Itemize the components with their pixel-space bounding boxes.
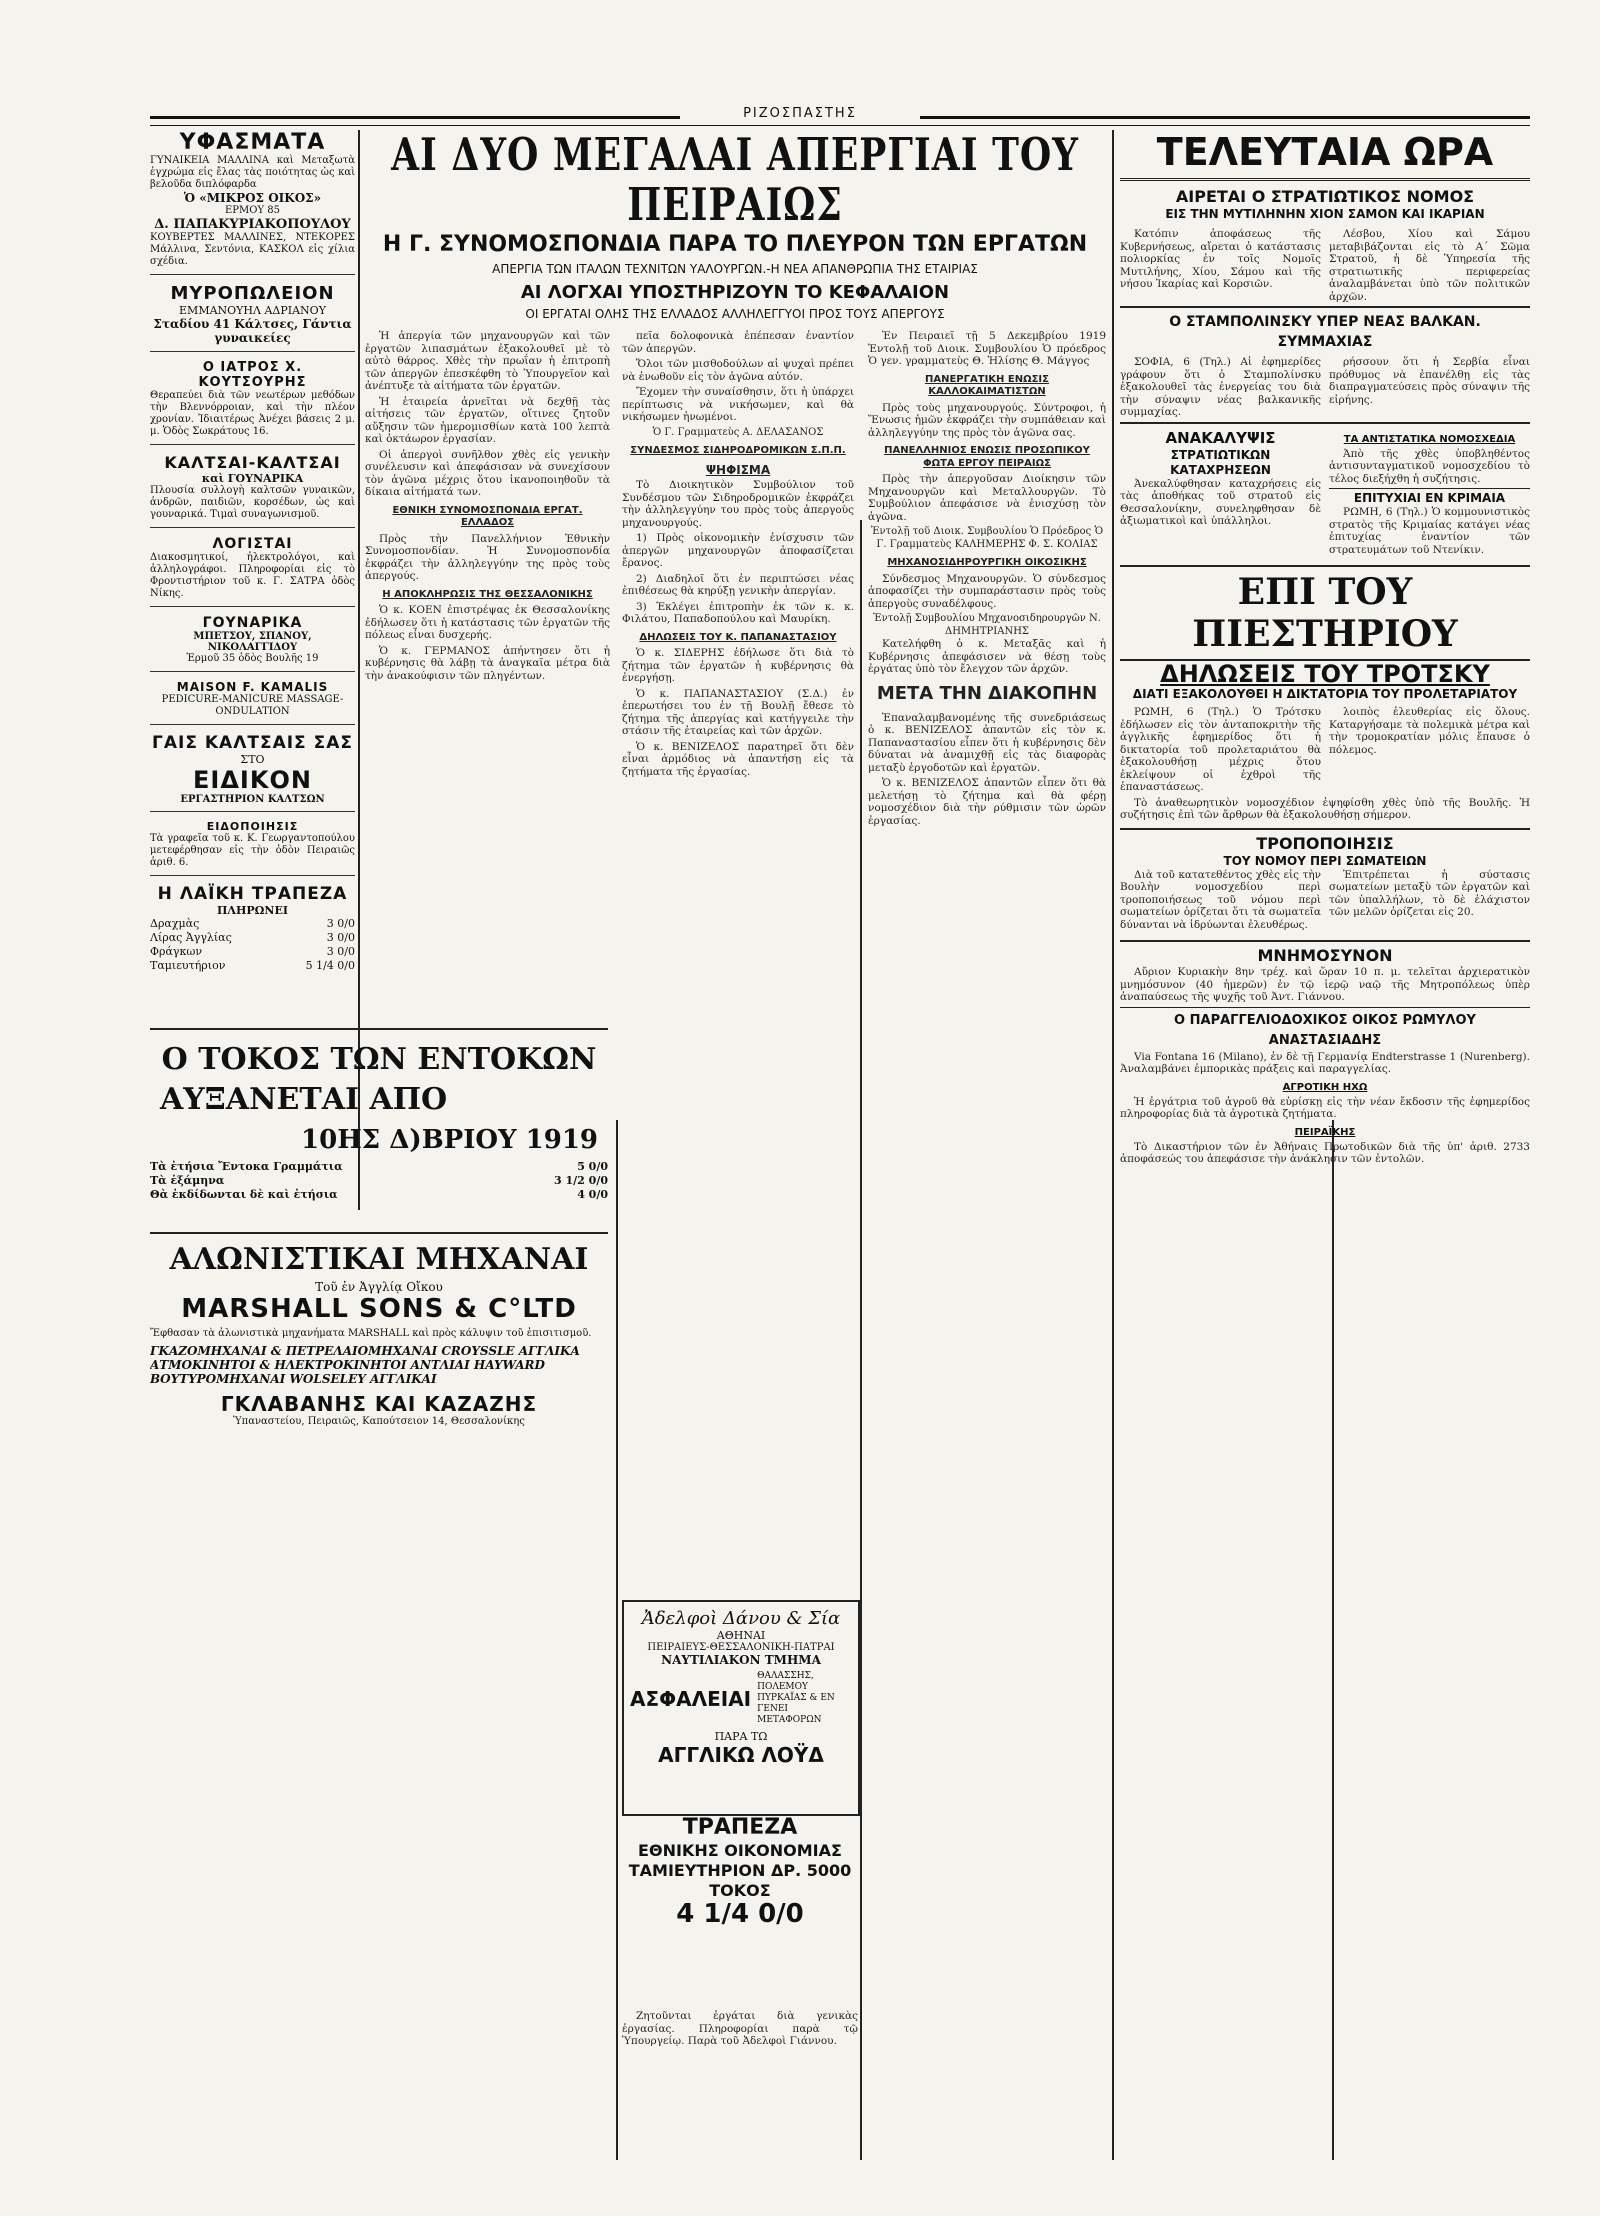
paragraph: Πρὸς τὴν ἀπεργοῦσαν Διοίκησιν τῶν Μηχανουργῶν καὶ Μεταλλουργῶν. Τὸ Συμβούλιον ἀπεφάσισε νὰ ἐνισχύσῃ τὸν ἀγῶνα. — [868, 473, 1106, 523]
paragraph: Ὁ κ. ΚΟΕΝ ἐπιστρέψας ἐκ Θεσσαλονίκης ἐδήλωσεν ὅτι ἡ κατάστασις τῶν ἐργατῶν τῆς πόλεως εἶναι δυσχερής. — [365, 604, 610, 641]
ad-title: Ο ΙΑΤΡΟΣ Χ. ΚΟΥΤΣΟΥΡΗΣ — [198, 360, 307, 390]
two-col-text — [1120, 228, 1530, 306]
signature: Ὁ Γ. Γραμματεὺς Α. ΔΕΛΑΣΑΝΟΣ — [652, 426, 824, 438]
deck-headline: ΟΙ ΕΡΓΑΤΑΙ ΟΛΗΣ ΤΗΣ ΕΛΛΑΔΟΣ ΑΛΛΗΛΕΓΓΥΟΙ ΠΡΟΣ ΤΟΥΣ ΑΠΕΡΓΟΥΣ — [525, 307, 945, 321]
ad-laiki-trapeza — [150, 884, 355, 973]
notice-bottom — [622, 2010, 858, 2160]
section-rule — [150, 1028, 608, 1030]
insurance-para: ΠΑΡΑ ΤΩ — [714, 1730, 768, 1743]
signature: Ἐντολῇ Συμβουλίου Μηχανοσιδηρουργῶν Ν. ΔΗΜΗΤΡΙΑΝΗΣ — [873, 613, 1101, 637]
bank2-line4: ΤΟΚΟΣ — [709, 1881, 771, 1900]
ad-title: ΓΟΥΝΑΡΙΚΑ — [202, 615, 303, 631]
paragraph: 2) Διαδηλοῖ ὅτι ἐν περιπτώσει νέας ἐπιθέσεως θὰ κηρύξῃ γενικὴν ἀπεργίαν. — [622, 572, 854, 597]
paragraph: Ἔχομεν τὴν συναίσθησιν, ὅτι ἡ ὑπάρχει περίπτωσις νὰ νικήσωμεν, καὶ θὰ νικήσωμεν ἡνωμένοι. — [622, 386, 854, 423]
ad-text: Διακοσμητικοί, ἠλεκτρολόγοι, καὶ ἀλληλογράφοι. Πληροφορίαι εἰς τὸ Φροντιστήριον τοῦ κ. Γ. ΣΑΤΡΑ ὁδὸς Νίκης. — [150, 552, 355, 599]
paragraph: ρήσσουν ὅτι ἡ Σερβία εἶναι πρόθυμος νὰ ἐπανέλθῃ εἰς τὰς διαπραγματεύσεις πρὸς σύναψιν τῆς εἰρήνης. — [1329, 356, 1530, 406]
bank2-line1: ΤΡΑΠΕΖΑ — [682, 1815, 798, 1840]
section-misc — [1329, 428, 1530, 560]
notice-title: ΕΙΔΟΠΟΙΗΣΙΣ — [206, 820, 299, 833]
paragraph: Τὸ ἀναθεωρητικὸν νομοσχέδιον ἐψηφίσθη χθὲς ὑπὸ τῆς Βουλῆς. Ἡ συζήτησις ἐπὶ τῶν ἄρθρων θὰ ἐξακολουθήσῃ σήμερον. — [1120, 796, 1530, 821]
ad-doctor — [150, 360, 355, 445]
insurance-types: ΘΑΛΑΣΣΗΣ, ΠΟΛΕΜΟΥ ΠΥΡΚΑΪΑΣ & ΕΝ ΓΕΝΕΙ ΜΕΤΑΦΟΡΩΝ — [757, 1671, 835, 1725]
paragraph: Λέσβου, Χίου καὶ Σάμου μεταβιβάζονται εἰς τὸ Α΄ Σῶμα Στρατοῦ, ἡ δὲ Ὑπηρεσία τῆς στρατιωτικῆς περιφερείας ἀναλαμβάνεται ὑπὸ τῶν πολιτικῶν ἀρχῶν. — [1329, 228, 1530, 303]
ad-extra: ΚΟΥΒΕΡΤΕΣ ΜΑΛΛΙΝΕΣ, ΝΤΕΚΟΡΕΣ Μάλλινα, Σεντόνια, ΚΑΣΚΟΛ εἰς χίλια σχέδια. — [150, 232, 355, 267]
tokos-line3: 10ΗΣ Δ)ΒΡΙΟΥ 1919 — [301, 1125, 598, 1155]
bank2-line3: ΤΑΜΙΕΥΤΗΡΙΟΝ ΔΡ. 5000 — [628, 1861, 852, 1880]
ad-owner: Δ. ΠΑΠΑΚΥΡΙΑΚΟΠΟΥΛΟΥ — [154, 217, 351, 232]
ad-eidikon — [150, 733, 355, 812]
headline: ΑΝΑΚΑΛΥΨΙΣ — [1165, 428, 1276, 447]
paragraph: Ὅλοι τῶν μισθοδούλων αἱ ψυχαὶ πρέπει νὰ ἑνωθοῦν εἰς τὸν ἀγῶνα αὐτόν. — [622, 358, 854, 383]
marshall-address: Ὑπαναστείου, Πειραιῶς, Καπούτσειον 14, Θεσσαλονίκης — [233, 1416, 525, 1427]
section-subhead: ΠΑΝΕΡΓΑΤΙΚΗ ΕΝΩΣΙΣ ΚΑΛΛΟΚΑΙΜΑΤΙΣΤΩΝ — [925, 373, 1049, 397]
paragraph: Σύνδεσμος Μηχανουργῶν. Ὁ σύνδεσμος ἀποφασίζει τὴν συμπαράστασιν πρὸς τοὺς ἀπεργοὺς συναδέλφους. — [868, 572, 1106, 610]
firm-cities: ΠΕΙΡΑΙΕΥΣ-ΘΕΣΣΑΛΟΝΙΚΗ-ΠΑΤΡΑΙ — [647, 1642, 835, 1653]
last-hour-headline: ΤΕΛΕΥΤΑΙΑ ΩΡΑ — [1120, 130, 1530, 181]
paragraph: πεῖα δολοφονικὰ ἐπέπεσαν ἐναντίον τῶν ἀπεργῶν. — [622, 330, 854, 355]
tokos-line2: ΑΥΞΑΝΕΤΑΙ ΑΠΟ — [160, 1082, 448, 1117]
ad-danou-insurance — [622, 1600, 860, 1816]
paragraph: Ὁ κ. ΠΑΠΑΝΑΣΤΑΣΙΟΥ (Σ.Δ.) ἐν ἐπερωτήσει του ἐν τῇ Βουλῇ ἔθεσε τὸ ζήτημα τῆς ἀπεργίας καὶ κατήγγειλε τὴν στάσιν τῆς ἐταιρείας καὶ τῶν ἀρχῶν. — [622, 687, 854, 737]
ad-title: ΓΑΙΣ ΚΑΛΤΣΑΙΣ ΣΑΣ — [152, 733, 353, 753]
paragraph: Κατελήφθη ὁ κ. Μεταξᾶς καὶ ἡ Κυβέρνησις ἀπεφάσισεν νὰ θέσῃ τοὺς ἐργάτας ὑπὸ τὸν ἔλεγχον τῶν ἀρχῶν. — [868, 638, 1106, 675]
headline-mnimosynon: ΜΝΗΜΟΣΥΝΟΝ — [1120, 940, 1530, 966]
two-col-section — [1120, 422, 1530, 560]
ad-logistai — [150, 536, 355, 607]
paragraph: ΡΩΜΗ, 6 (Τηλ.) Ὁ κομμουνιστικὸς στρατὸς τῆς Κριμαίας κατάγει νέας ἐπιτυχίας ἐναντίον τῶν στρατευμάτων τοῦ Ντενίκιν. — [1329, 506, 1530, 556]
rate-row: Τὰ ἐτήσια Ἔντοκα Γραμμάτια 5 0/0 — [150, 1160, 608, 1173]
section-subhead: ΣΥΝΔΕΣΜΟΣ ΣΙΔΗΡΟΔΡΟΜΙΚΩΝ Σ.Π.Π. — [630, 445, 846, 456]
ad-address: Ἑρμοῦ 35 ὁδὸς Βουλῆς 19 — [186, 653, 319, 664]
rate-row: Φράγκων 3 0/0 — [150, 945, 355, 958]
ad-title: ΥΦΑΣΜΑΤΑ — [179, 130, 326, 155]
marshall-firm: ΓΚΛΑΒΑΝΗΣ ΚΑΙ ΚΑΖΑΖΗΣ — [220, 1392, 538, 1416]
marshall-line: ΑΤΜΟΚΙΝΗΤΟΙ & ΗΛΕΚΤΡΟΚΙΝΗΤΟΙ ΑΝΤΛΙΑΙ HAYWARD — [150, 1358, 545, 1372]
bank-subtitle: ΠΛΗΡΩΝΕΙ — [217, 904, 288, 917]
paragraph: ΡΩΜΗ, 6 (Τηλ.) Ὁ Τρότσκυ ἐδήλωσεν εἰς τὸν ἀνταποκριτὴν τῆς ἀγγλικῆς ἐφημερίδος ὅτι ἡ δικτατορία τοῦ προλεταριάτου θὰ ἐξακολουθήσῃ μέχρις ὅτου ἐκλείψουν οἱ ἐχθροὶ τῆς ἐπαναστάσεως. — [1120, 706, 1321, 793]
ad-text: PEDICURE-MANICURE MASSAGE-ONDULATION — [161, 694, 344, 717]
ad-subtitle: καὶ ΓΟΥΝΑΡΙΚΑ — [201, 472, 304, 485]
signature: Ἐντολῇ τοῦ Διοικ. Συμβουλίου Ὁ Πρόεδρος Ὁ Γ. Γραμματεὺς ΚΑΛΗΜΕΡΗΣ Φ. Σ. ΚΟΛΙΑΣ — [870, 526, 1104, 550]
ad-title: ΜΥΡΟΠΩΛΕΙΟΝ — [170, 283, 335, 304]
column-divider — [1112, 130, 1114, 2160]
paragraph: Ὁ κ. ΒΕΝΙΖΕΛΟΣ ἀπαντῶν εἶπεν ὅτι θὰ μελετήσῃ τὸ ζήτημα καὶ θὰ φέρῃ νομοσχέδιον διὰ τὴν ρύθμισιν τῶν ὡρῶν ἐργασίας. — [868, 777, 1106, 827]
rate-row: Τὰ ἑξάμηνα 3 1/2 0/0 — [150, 1174, 608, 1187]
paragraph: Ἡ ἐργάτρια τοῦ ἀγροῦ θὰ εὑρίσκῃ εἰς τὴν νέαν ἔκδοσιν τῆς ἐφημερίδος πληροφορίας διὰ τὰ ἀγροτικὰ ζητήματα. — [1120, 1095, 1530, 1120]
headline: Ο ΣΤΑΜΠΟΛΙΝΣΚΥ ΥΠΕΡ ΝΕΑΣ ΒΑΛΚΑΝ. ΣΥΜΜΑΧΙΑΣ — [1120, 306, 1530, 352]
sub-headline: Η Γ. ΣΥΝΟΜΟΣΠΟΝΔΙΑ ΠΑΡΑ ΤΟ ΠΛΕΥΡΟΝ ΤΩΝ ΕΡΓΑΤΩΝ — [382, 232, 1088, 257]
paragraph: Τὸ Διοικητικὸν Συμβούλιον τοῦ Συνδέσμου τῶν Σιδηροδρομικῶν ἐκφράζει τὴν ἀλληλεγγύην του πρὸς τοὺς ἀπεργοὺς μηχανουργούς. — [622, 479, 854, 529]
paragraph: Ζητοῦνται ἐργάται διὰ γενικὰς ἐργασίας. Πληροφορίαι παρὰ τῷ Ὑπουργείῳ. Παρὰ τοῦ Ἀδελφοὶ Γιάννου. — [622, 2010, 858, 2047]
paragraph: Τὸ Δικαστήριον τῶν ἐν Ἀθήναις Πρωτοδικῶν διὰ τῆς ὑπ' ἀριθ. 2733 ἀποφάσεώς του ἀπεφάσισε τὴν ἀνάκλησιν τῶν ἐντολῶν. — [1120, 1140, 1530, 1165]
masthead-title: ΡΙΖΟΣΠΑΣΤΗΣ — [680, 106, 920, 121]
section-subhead: ΕΘΝΙΚΗ ΣΥΝΟΜΟΣΠΟΝΔΙΑ ΕΡΓΑΤ. ΕΛΛΑΔΟΣ — [392, 504, 583, 528]
section-subhead: ΑΓΡΟΤΙΚΗ ΗΧΩ — [1282, 1081, 1368, 1093]
paragraph: Οἱ ἀπεργοὶ συνῆλθον χθὲς εἰς γενικὴν συνέλευσιν καὶ ἀπεφάσισαν νὰ συνεχίσουν τὸν ἀγῶνα μέχρις ὅτου ἱκανοποιηθοῦν τὰ δίκαια αἰτήματά των. — [365, 448, 610, 498]
two-col-text — [1120, 356, 1530, 422]
ad-title: ΚΑΛΤΣΑΙ-ΚΑΛΤΣΑΙ — [164, 453, 341, 472]
headline-romylou: Ο ΠΑΡΑΓΓΕΛΙΟΔΟΧΙΚΟΣ ΟΙΚΟΣ ΡΩΜΥΛΟΥ ΑΝΑΣΤΑΣΙΑΔΗΣ — [1120, 1007, 1530, 1051]
ad-yfasmata — [150, 130, 355, 275]
deck-headline: ΣΤΡΑΤΙΩΤΙΚΩΝ ΚΑΤΑΧΡΗΣΕΩΝ — [1170, 447, 1271, 477]
section-headline: ΜΕΤΑ ΤΗΝ ΔΙΑΚΟΠΗΝ — [876, 682, 1098, 704]
ad-address: ΕΡΜΟΥ 85 — [225, 205, 280, 216]
main-headline-block — [365, 132, 1105, 322]
column-divider — [860, 520, 862, 2160]
section-rule — [150, 1232, 608, 1234]
marshall-title: ΑΛΩΝΙΣΤΙΚΑΙ ΜΗΧΑΝΑΙ — [169, 1242, 589, 1277]
section-subhead: ΨΗΦΙΣΜΑ — [705, 462, 771, 477]
ad-text: Σταδίου 41 Κάλτσες, Γάντια γυναικείες — [153, 317, 352, 345]
rate-row: Θὰ ἐκδίδωνται δὲ καὶ ἐτήσια 4 0/0 — [150, 1188, 608, 1201]
bank-title: Η ΛΑΪΚΗ ΤΡΑΠΕΖΑ — [157, 884, 348, 904]
section-subhead: ΜΗΧΑΝΟΣΙΔΗΡΟΥΡΓΙΚΗ ΟΙΚΟΣΙΚΗΣ — [887, 557, 1087, 568]
notice-text: Τὰ γραφεῖα τοῦ κ. Κ. Γεωργαντοπούλου μετεφέρθησαν εἰς τὴν ὁδὸν Πειραιῶς ἀριθ. 6. — [150, 833, 355, 868]
section-subhead: Η ΑΠΟΚΛΗΡΩΣΙΣ ΤΗΣ ΘΕΣΣΑΛΟΝΙΚΗΣ — [382, 588, 593, 600]
deck-headline: ΔΙΑΤΙ ΕΞΑΚΟΛΟΥΘΕΙ Η ΔΙΚΤΑΤΟΡΙΑ ΤΟΥ ΠΡΟΛΕΤΑΡΙΑΤΟΥ — [1132, 687, 1518, 701]
deck-headline-bold: ΑΙ ΛΟΓΧΑΙ ΥΠΟΣΤΗΡΙΖΟΥΝ ΤΟ ΚΕΦΑΛΑΙΟΝ — [520, 282, 950, 303]
paragraph: Κατόπιν ἀποφάσεως τῆς Κυβερνήσεως, αἴρεται ὁ κατάστασις πολιορκίας ἐν τοῖς Νομοῖς Μυτιλήνης, Χίου, Σάμου καὶ τῆς νήσου Ἰκαρίας καὶ Κορσιῶν. — [1120, 228, 1321, 290]
ad-gounarika — [150, 615, 355, 672]
ad-text: Θεραπεύει διὰ τῶν νεωτέρων μεθόδων τὴν Βλεννόρροιαν, καὶ τὴν πλέον χρονίαν. Ἰδιαιτέρως Ἀνέχει βάσεις 2 μ. μ. Ὁδὸς Σωκράτους 16. — [150, 390, 355, 437]
paragraph: Ὁ κ. ΒΕΝΙΖΕΛΟΣ παρατηρεῖ ὅτι δὲν εἶναι ἀρμόδιος νὰ ἀπαντήσῃ εἰς τὰ ζητήματα τῆς ἐργασίας. — [622, 740, 854, 778]
paragraph: λοιπὸς ἐλευθερίας εἰς ὅλους. Καταργήσαμε τὰ πολεμικὰ μέτρα καὶ τὴν τρομοκρατίαν μόλις ἔπαυσε ὁ πόλεμος. — [1329, 706, 1530, 756]
paragraph: Αὔριον Κυριακὴν 8ην τρέχ. καὶ ὥραν 10 π. μ. τελεῖται ἀρχιερατικὸν μνημόσυνον (40 ἡμερῶν) ἐν τῷ ἱερῷ ναῷ τῆς Μητροπόλεως ὑπὲρ ἀναπαύσεως τῆς ψυχῆς τοῦ Ἀντ. Γιάννου. — [1120, 966, 1530, 1003]
rate-row: Ταμιευτήριον 5 1/4 0/0 — [150, 959, 355, 972]
tokos-line1: Ο ΤΟΚΟΣ ΤΩΝ ΕΝΤΟΚΩΝ — [161, 1042, 597, 1077]
deck-headline: ΕΠΙΤΥΧΙΑΙ ΕΝ ΚΡΙΜΑΙΑ — [1329, 488, 1530, 506]
article-column-1 — [365, 330, 610, 1010]
rate-row: Λίρας Ἀγγλίας 3 0/0 — [150, 931, 355, 944]
paragraph: Ἐν Πειραιεῖ τῇ 5 Δεκεμβρίου 1919 Ἐντολῇ τοῦ Διοικ. Συμβουλίου Ὁ πρόεδρος Ὁ γεν. γραμματεὺς Θ. Ἠλίσης Θ. Μάγγος — [868, 330, 1106, 367]
paragraph: Πρὸς τοὺς μηχανουργούς. Σύντροφοι, ἡ Ἕνωσις ἡμῶν ἐκφράζει τὴν συμπάθειαν καὶ ἀλληλεγγύην της πρὸς τὸν ἀγῶνα σας. — [868, 401, 1106, 439]
paragraph: Πρὸς τὴν Πανελλήνιον Ἐθνικὴν Συνομοσπονδίαν. Ἡ Συνομοσπονδία ἐκφράζει τὴν ἀλληλεγγύην της πρὸς τοὺς ἀπεργούς. — [365, 532, 610, 582]
section-subhead: ΠΕΙΡΑΪΚΗΣ — [1294, 1126, 1356, 1138]
ad-subtitle: ΕΜΜΑΝΟΥΗΛ ΑΔΡΙΑΝΟΥ — [179, 304, 326, 317]
headline-piestiriou: ΕΠΙ ΤΟΥ ΠΙΕΣΤΗΡΙΟΥ — [1120, 565, 1530, 661]
article-column-3 — [868, 330, 1106, 1590]
deck-headline: ΑΠΕΡΓΙΑ ΤΩΝ ΙΤΑΛΩΝ ΤΕΧΝΙΤΩΝ ΥΑΛΟΥΡΓΩΝ.-Η ΝΕΑ ΑΠΑΝΘΡΩΠΙΑ ΤΗΣ ΕΤΑΙΡΙΑΣ — [492, 262, 978, 276]
deck-headline: ΕΙΣ ΤΗΝ ΜΥΤΙΛΗΝΗΝ ΧΙΟΝ ΣΑΜΟΝ ΚΑΙ ΙΚΑΡΙΑΝ — [1165, 207, 1485, 221]
article-column-2 — [622, 330, 854, 1330]
ad-shop-name: ΜΠΕΤΣΟΥ, ΣΠΑΝΟΥ, ΝΙΚΟΛΑΓΓΙΔΟΥ — [193, 631, 312, 653]
bank2-line2: ΕΘΝΙΚΗΣ ΟΙΚΟΝΟΜΙΑΣ — [638, 1841, 842, 1860]
ad-text: ΓΥΝΑΙΚΕΙΑ ΜΑΛΛΙΝΑ καὶ Μεταξωτὰ ἐγχρώμα εἰς ἔλας τὰς ποιότητας ὡς καὶ βελοῦδα διπλόφαρδα — [150, 155, 355, 190]
right-news-column — [1120, 130, 1530, 2160]
section-anakalypsis — [1120, 428, 1321, 560]
bank2-rate: 4 1/4 0/0 — [676, 1899, 804, 1929]
ad-myropoleion — [150, 283, 355, 352]
paragraph: Διὰ τοῦ κατατεθέντος χθὲς εἰς τὴν Βουλὴν νομοσχεδίου περὶ τροποποιήσεως τοῦ νόμου περὶ σωματείων ὁρίζεται ὅτι τὰ σωματεῖα δύνανται νὰ ἱδρύωνται ἐλευθέρως. — [1120, 868, 1321, 931]
ad-marshall — [150, 1240, 608, 1500]
deck-headline: ΤΟΥ ΝΟΜΟΥ ΠΕΡΙ ΣΩΜΑΤΕΙΩΝ — [1223, 853, 1427, 868]
headline-tropopoiisis: ΤΡΟΠΟΠΟΙΗΣΙΣ — [1120, 828, 1530, 854]
paragraph: 1) Πρὸς οἰκονομικὴν ἐνίσχυσιν τῶν ἀπεργῶν μηχανουργῶν ἀποφασίζεται ἔρανος. — [622, 532, 854, 569]
marshall-line: ΒΟΥΤΥΡΟΜΗΧΑΝΑΙ WOLSELEY ΑΓΓΛΙΚΑΙ — [150, 1372, 437, 1386]
ad-title: ΛΟΓΙΣΤΑΙ — [212, 536, 293, 552]
marshall-brand: MARSHALL SONS & C°LTD — [181, 1294, 577, 1324]
insurance-row — [630, 1671, 852, 1726]
ad-tokos-entokon — [150, 1040, 608, 1220]
notice-eidopoiisis — [150, 820, 355, 876]
column-divider — [616, 1120, 618, 2160]
paragraph: Ἡ ἀπεργία τῶν μηχανουργῶν καὶ τῶν ἐργατῶν λιπασμάτων ἐξακολουθεῖ μὲ τὸ αὐτὸ θάρρος. Χθὲς τὴν πρωΐαν ἡ ἐπιτροπὴ τῶν ἀπεργῶν ἐπεσκέφθη τὸ Ὑπουργεῖον καὶ ἀνέπτυξε τὰ αἰτήματα τῶν ἐργατῶν. — [365, 330, 610, 392]
marshall-line: ΓΚΑΖΟΜΗΧΑΝΑΙ & ΠΕΤΡΕΛΑΙΟΜΗΧΑΝΑΙ CROYSSLE ΑΓΓΛΙΚΑ — [150, 1344, 580, 1358]
paragraph: Ἡ ἑταιρεία ἀρνεῖται νὰ δεχθῇ τὰς αἰτήσεις τῶν ἐργατῶν, οἵτινες ζητοῦν αὔξησιν τῶν ἡμερομισθίων κατὰ 100 λεπτὰ καὶ ὀκτάωρον ἐργασίαν. — [365, 395, 610, 445]
paragraph: Ἐπιτρέπεται ἡ σύστασις σωματείων μεταξὺ τῶν ἐργατῶν καὶ τῶν ὑπαλλήλων, τὸ δὲ ἐλάχιστον τῶν μελῶν ὁρίζεται εἰς 20. — [1329, 868, 1530, 918]
section-subhead: ΠΑΝΕΛΛΗΝΙΟΣ ΕΝΩΣΙΣ ΠΡΟΣΩΠΙΚΟΥ ΦΩΤΑ ΕΡΓΟΥ ΠΕΙΡΑΙΩΣ — [884, 445, 1090, 469]
section-subhead: ΔΗΛΩΣΕΙΣ ΤΟΥ Κ. ΠΑΠΑΝΑΣΤΑΣΙΟΥ — [639, 631, 837, 643]
paragraph: Ὁ κ. ΣΙΔΕΡΗΣ ἐδήλωσε ὅτι διὰ τὸ ζήτημα τῶν ἐργατῶν ἡ κυβέρνησις θὰ ἐνεργήσῃ. — [622, 647, 854, 684]
ad-bank-ethnikis-oikonomias — [622, 1815, 858, 1995]
paragraph: Ἀπὸ τῆς χθὲς ὑποβληθέντος ἀντισυνταγματικοῦ νομοσχεδίου τὸ τέλος διεξήχθη ἡ συζήτησις. — [1329, 447, 1530, 485]
ad-text: Πλουσία συλλογὴ καλτσῶν γυναικῶν, ἀνδρῶν, παιδιῶν, κορσέδων, ὡς καὶ γουναρικά. Τιμαὶ συναγωνισμοῦ. — [150, 485, 355, 520]
section-subhead: ΤΑ ΑΝΤΙΣΤΑΤΙΚΑ ΝΟΜΟΣΧΕΔΙΑ — [1343, 433, 1516, 445]
firm-name: Ἀδελφοὶ Δάνου & Σία — [641, 1608, 841, 1629]
ad-shop-name: Ὁ «ΜΙΚΡΟΣ ΟΙΚΟΣ» — [183, 191, 322, 205]
insurance-label: ΑΣΦΑΛΕΙΑΙ — [630, 1686, 752, 1711]
rate-row: Δραχμὰς 3 0/0 — [150, 917, 355, 930]
ad-kaltsai — [150, 453, 355, 528]
paragraph: ΣΟΦΙΑ, 6 (Τηλ.) Αἱ ἐφημερίδες γράφουν ὅτι ὁ Σταμπολίνσκυ ἐξακολουθεῖ τὰς ἐνεργείας του διὰ τὴν σύναψιν νέας βαλκανικῆς συμμαχίας. — [1120, 356, 1321, 418]
ad-connector: ΣΤΟ — [240, 753, 265, 766]
headline-trotsky: ΔΗΛΩΣΕΙΣ ΤΟΥ ΤΡΟΤΣΚΥ — [1160, 660, 1490, 688]
ad-maison — [150, 680, 355, 725]
paragraph: Via Fontana 16 (Milano), ἐν δὲ τῇ Γερμανίᾳ Endterstrasse 1 (Nurenberg). Ἀναλαμβάνει ἐμπορικὰς πράξεις καὶ παραγγελίας. — [1120, 1050, 1530, 1075]
two-col-text — [1120, 706, 1530, 797]
insurance-lloyd: ΑΓΓΛΙΚΩ ΛΟΫΔ — [658, 1743, 824, 1767]
paragraph: Ἐπαναλαμβανομένης τῆς συνεδριάσεως ὁ κ. ΒΕΝΙΖΕΛΟΣ ἀπαντῶν εἰς τὸν κ. Παπαναστασίου εἶπεν ὅτι ἡ κυβέρνησις δὲν δύναται νὰ ἀναμιχθῇ εἰς τὰς διαφορὰς μεταξὺ ἐργοδοτῶν καὶ ἐργατῶν. — [868, 711, 1106, 774]
paragraph: 3) Ἐκλέγει ἐπιτροπὴν ἐκ τῶν κ. κ. Φιλάτου, Παπαδοπούλου καὶ Μαυρίκη. — [622, 600, 854, 625]
ad-subtitle: ΕΡΓΑΣΤΗΡΙΟΝ ΚΑΛΤΣΩΝ — [180, 794, 325, 805]
ad-title: MAISON F. KAMALIS — [176, 680, 329, 694]
ad-big-word: ΕΙΔΙΚΟΝ — [193, 766, 312, 794]
paragraph: Ὁ κ. ΓΕΡΜΑΝΟΣ ἀπήντησεν ὅτι ἡ κυβέρνησις θὰ λάβῃ τὰ ἀναγκαῖα μέτρα διὰ τὴν ἀνακούφισιν τῶν πληγέντων. — [365, 644, 610, 682]
firm-dept: ΝΑΥΤΙΛΙΑΚΟΝ ΤΜΗΜΑ — [661, 1653, 821, 1667]
marshall-subtitle: Τοῦ ἐν Ἀγγλίᾳ Οἴκου — [315, 1280, 443, 1294]
headline: ΑΙΡΕΤΑΙ Ο ΣΤΡΑΤΙΩΤΙΚΟΣ ΝΟΜΟΣ — [1175, 187, 1475, 206]
main-headline: ΑΙ ΔΥΟ ΜΕΓΑΛΑΙ ΑΠΕΡΓΙΑΙ ΤΟΥ ΠΕΙΡΑΙΩΣ — [391, 132, 1079, 232]
marshall-text: Ἔφθασαν τὰ ἀλωνιστικὰ μηχανήματα MARSHALL καὶ πρὸς κάλυψιν τοῦ ἐπισιτισμοῦ. — [150, 1328, 592, 1339]
paragraph: Ἀνεκαλύφθησαν καταχρήσεις εἰς τὰς ἀποθήκας τοῦ στρατοῦ εἰς Θεσσαλονίκην, συνεληφθησαν δὲ ἀξιωματικοὶ καὶ ὑπάλληλοι. — [1120, 477, 1321, 527]
two-col-text — [1120, 869, 1530, 935]
firm-city: ΑΘΗΝΑΙ — [716, 1629, 766, 1642]
